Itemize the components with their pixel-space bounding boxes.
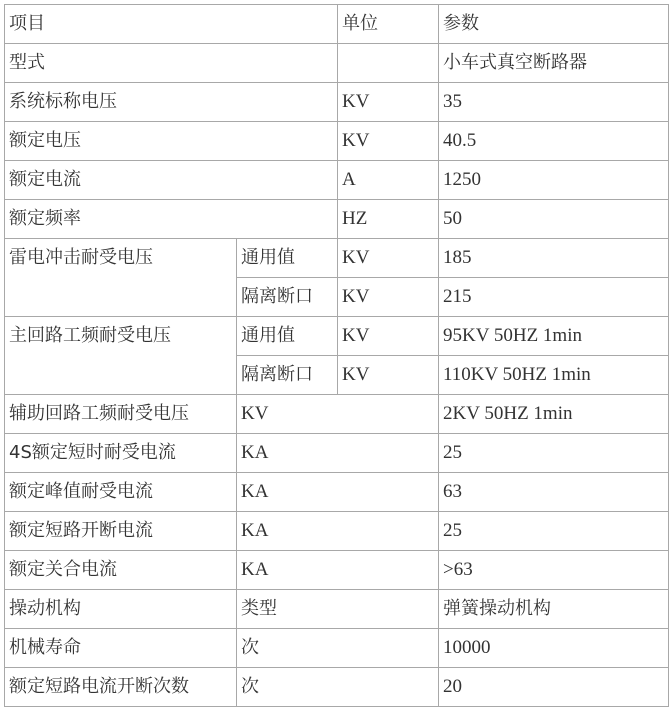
table-row (5, 512, 669, 551)
table-row (5, 395, 669, 434)
row-unit: KV (338, 278, 439, 317)
table-row (5, 668, 669, 707)
spec-table (4, 4, 669, 707)
row-item: 额定关合电流 (5, 551, 237, 590)
table-row (5, 44, 669, 83)
table-row (5, 161, 669, 200)
row-item: 额定电压 (5, 122, 338, 161)
row-item: 辅助回路工频耐受电压 (5, 395, 237, 434)
row-item: 系统标称电压 (5, 83, 338, 122)
row-unit: KV (237, 395, 439, 434)
table-row (5, 434, 669, 473)
row-unit: 次 (237, 668, 439, 707)
row-item: 型式 (5, 44, 338, 83)
sub-item: 隔离断口 (237, 278, 338, 317)
table-row (5, 551, 669, 590)
row-item: 操动机构 (5, 590, 237, 629)
row-unit: KV (338, 356, 439, 395)
row-unit: 类型 (237, 590, 439, 629)
row-value: 95KV 50HZ 1min (439, 317, 669, 356)
table-row (5, 317, 669, 356)
row-item: 额定电流 (5, 161, 338, 200)
row-value: 弹簧操动机构 (439, 590, 669, 629)
table-row (5, 239, 669, 278)
row-value: >63 (439, 551, 669, 590)
row-unit: KV (338, 317, 439, 356)
row-value: 63 (439, 473, 669, 512)
row-unit (338, 44, 439, 83)
sub-item: 通用值 (237, 317, 338, 356)
row-unit: HZ (338, 200, 439, 239)
row-item: 额定短路电流开断次数 (5, 668, 237, 707)
row-unit: KV (338, 122, 439, 161)
table-row (5, 590, 669, 629)
row-value: 215 (439, 278, 669, 317)
table-row (5, 629, 669, 668)
row-value: 小车式真空断路器 (439, 44, 669, 83)
row-value: 35 (439, 83, 669, 122)
table-row (5, 122, 669, 161)
row-item: 额定峰值耐受电流 (5, 473, 237, 512)
row-value: 40.5 (439, 122, 669, 161)
row-value: 10000 (439, 629, 669, 668)
row-item: 额定短路开断电流 (5, 512, 237, 551)
row-unit: KA (237, 434, 439, 473)
header-value: 参数 (439, 5, 669, 44)
row-unit: KV (338, 239, 439, 278)
table-row (5, 473, 669, 512)
row-value: 185 (439, 239, 669, 278)
row-value: 25 (439, 512, 669, 551)
row-unit: KA (237, 551, 439, 590)
row-value: 25 (439, 434, 669, 473)
row-value: 110KV 50HZ 1min (439, 356, 669, 395)
row-unit: KV (338, 83, 439, 122)
table-row (5, 200, 669, 239)
group-item: 雷电冲击耐受电压 (5, 239, 237, 317)
table-header-row (5, 5, 669, 44)
sub-item: 隔离断口 (237, 356, 338, 395)
sub-item: 通用值 (237, 239, 338, 278)
row-unit: 次 (237, 629, 439, 668)
row-unit: A (338, 161, 439, 200)
row-item: 机械寿命 (5, 629, 237, 668)
group-item: 主回路工频耐受电压 (5, 317, 237, 395)
row-value: 2KV 50HZ 1min (439, 395, 669, 434)
row-unit: KA (237, 512, 439, 551)
row-item: 4S额定短时耐受电流 (5, 434, 237, 473)
row-value: 50 (439, 200, 669, 239)
row-unit: KA (237, 473, 439, 512)
table-row (5, 83, 669, 122)
row-value: 20 (439, 668, 669, 707)
header-item: 项目 (5, 5, 338, 44)
header-unit: 单位 (338, 5, 439, 44)
row-value: 1250 (439, 161, 669, 200)
row-item: 额定频率 (5, 200, 338, 239)
